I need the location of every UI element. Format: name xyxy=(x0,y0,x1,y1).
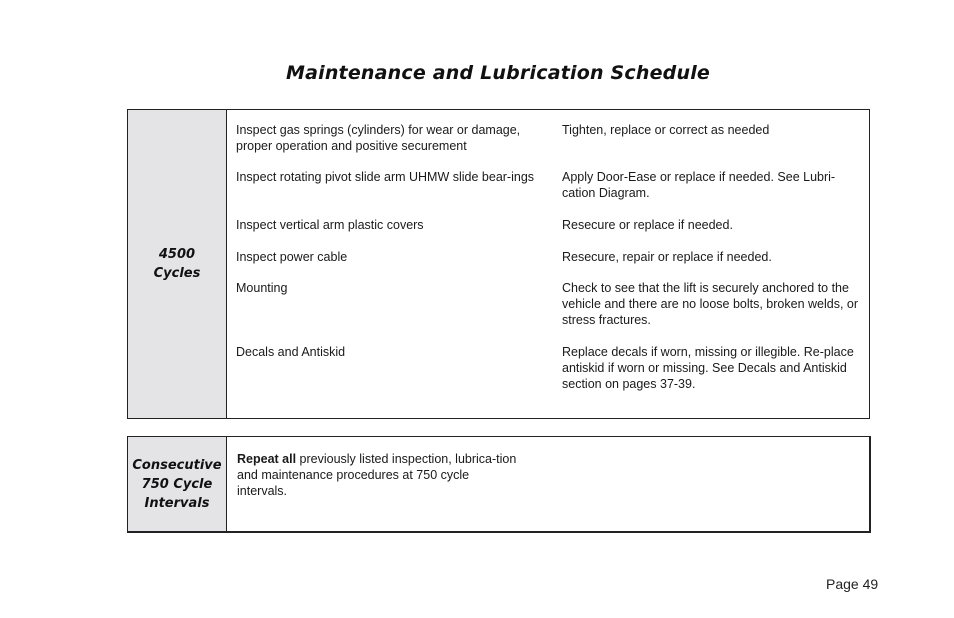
inspection-item: Mounting xyxy=(236,281,288,295)
cycle-label-line: 4500 xyxy=(158,247,196,262)
corrective-action: Resecure or replace if needed. xyxy=(562,218,733,232)
repeat-instruction-text: previously listed inspection, lubrica-tion and maintenance procedures at 750 cycle intervals. xyxy=(237,452,517,498)
interval-label-line: 750 Cycle xyxy=(141,476,213,492)
corrective-action: Apply Door-Ease or replace if needed. See Lubri-cation Diagram. xyxy=(562,170,836,200)
inspection-item: Inspect vertical arm plastic covers xyxy=(236,218,424,232)
inspection-item: Inspect gas springs (cylinders) for wear or damage, proper operation and positive securement xyxy=(236,123,521,153)
inspection-rows xyxy=(227,110,869,418)
inspection-item: Inspect power cable xyxy=(236,250,348,264)
cycle-label-line: Cycles xyxy=(153,266,201,281)
corrective-action: Tighten, replace or correct as needed xyxy=(562,123,770,137)
schedule-750-cycle-intervals xyxy=(127,436,871,533)
cycle-label xyxy=(128,110,227,418)
corrective-action: Check to see that the lift is securely anchored to the vehicle and there are no loose bolts, broken welds, or stress fractures. xyxy=(562,281,859,327)
repeat-instruction-bold: Repeat all xyxy=(237,452,297,466)
corrective-action: Resecure, repair or replace if needed. xyxy=(562,250,772,264)
corrective-action: Replace decals if worn, missing or illegible. Re-place antiskid if worn or missing. See Decals and Antiskid section on pages 37-39. xyxy=(562,345,854,391)
interval-content xyxy=(227,437,869,531)
inspection-item: Decals and Antiskid xyxy=(236,345,346,359)
schedule-4500-cycles xyxy=(127,109,870,419)
interval-label xyxy=(128,437,227,531)
page-title: Maintenance and Lubrication Schedule xyxy=(285,62,710,84)
repeat-instruction xyxy=(237,451,519,499)
interval-label-line: Intervals xyxy=(144,495,210,511)
page-number: Page 49 xyxy=(826,576,879,592)
interval-label-line: Consecutive xyxy=(132,457,222,473)
inspection-item: Inspect rotating pivot slide arm UHMW slide bear-ings xyxy=(236,170,535,184)
